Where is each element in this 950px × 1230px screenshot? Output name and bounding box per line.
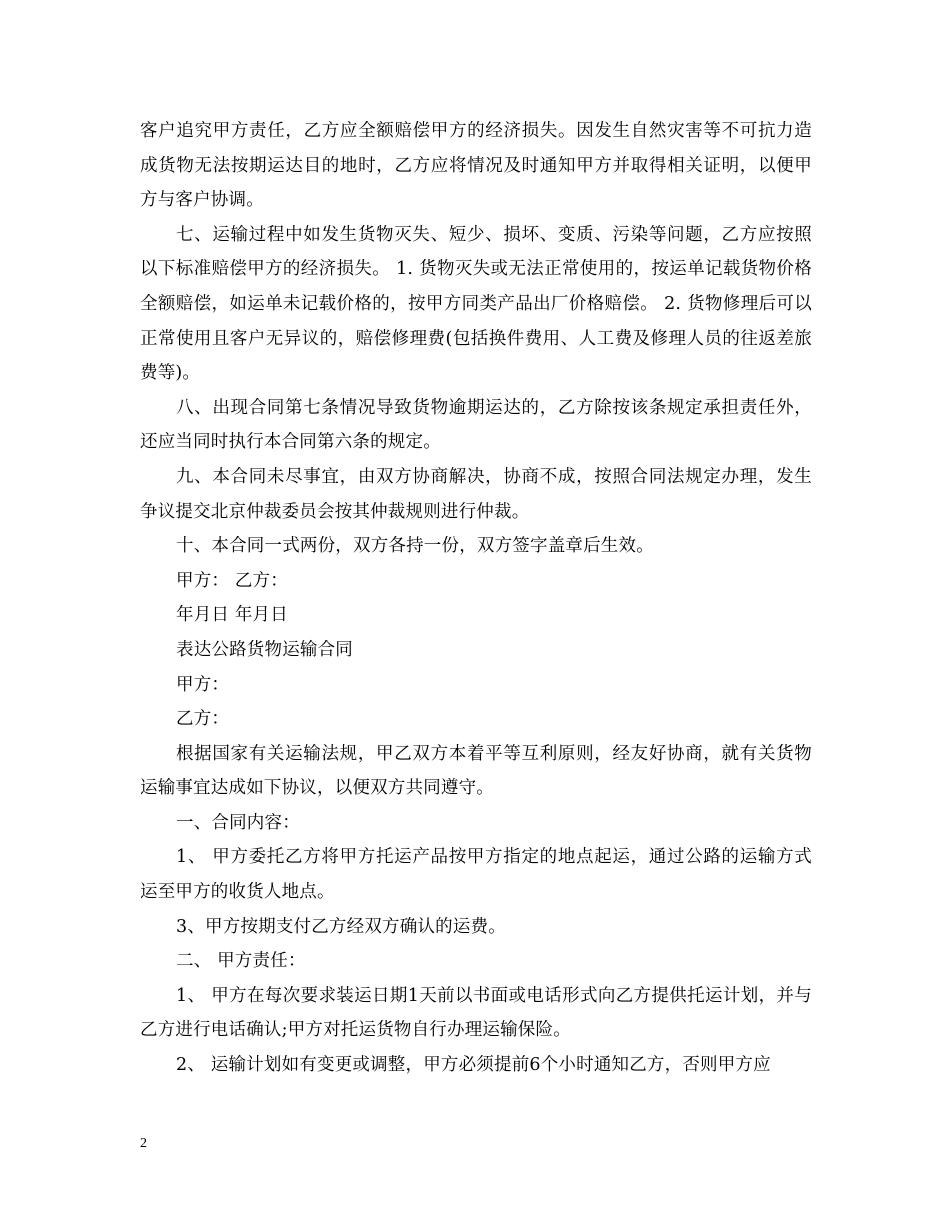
paragraph: 1、 甲方在每次要求装运日期1天前以书面或电话形式向乙方提供托运计划，并与乙方进行电话确认;甲方对托运货物自行办理运输保险。 bbox=[140, 985, 812, 1041]
paragraph: 3、甲方按期支付乙方经双方确认的运费。 bbox=[176, 916, 506, 937]
page-number: 2 bbox=[140, 1136, 147, 1151]
paragraph: 九、本合同未尽事宜，由双方协商解决，协商不成，按照合同法规定办理，发生争议提交北京仲裁委员会按其仲裁规则进行仲裁。 bbox=[140, 466, 812, 522]
contract-body bbox=[140, 114, 812, 1083]
paragraph: 十、本合同一式两份，双方各持一份，双方签字盖章后生效。 bbox=[176, 536, 654, 557]
paragraph: 八、出现合同第七条情况导致货物逾期运达的，乙方除按该条规定承担责任外，还应当同时执行本合同第六条的规定。 bbox=[140, 397, 812, 453]
paragraph: 七、运输过程中如发生货物灭失、短少、损坏、变质、污染等问题，乙方应按照以下标准赔偿甲方的经济损失。 1. 货物灭失或无法正常使用的，按运单记载货物价格全额赔偿，如运单未记载价格的，按甲方同类产品出厂价格赔偿。 2. 货物修理后可以正常使用且客户无异议的，赔偿修理费(包括换件费用、人工费及修理人员的往返差旅费等)。 bbox=[140, 224, 812, 384]
paragraph: 根据国家有关运输法规，甲乙双方本着平等互利原则，经友好协商，就有关货物运输事宜达成如下协议，以便双方共同遵守。 bbox=[140, 743, 812, 799]
signature-parties-line: 甲方： 乙方： bbox=[176, 570, 288, 591]
paragraph: 1、 甲方委托乙方将甲方托运产品按甲方指定的地点起运，通过公路的运输方式运至甲方的收货人地点。 bbox=[140, 847, 812, 903]
paragraph: 客户追究甲方责任，乙方应全额赔偿甲方的经济损失。因发生自然灾害等不可抗力造成货物无法按期运达目的地时，乙方应将情况及时通知甲方并取得相关证明，以便甲方与客户协调。 bbox=[140, 121, 812, 211]
party-b-line: 乙方： bbox=[176, 709, 230, 730]
section-heading: 一、合同内容： bbox=[176, 812, 300, 833]
contract-title: 表达公路货物运输合同 bbox=[176, 639, 353, 660]
party-a-line: 甲方： bbox=[176, 674, 230, 695]
paragraph: 2、 运输计划如有变更或调整，甲方必须提前6个小时通知乙方，否则甲方应 bbox=[176, 1055, 771, 1076]
signature-date-line: 年月日 年月日 bbox=[176, 605, 288, 626]
section-heading: 二、 甲方责任： bbox=[176, 951, 306, 972]
